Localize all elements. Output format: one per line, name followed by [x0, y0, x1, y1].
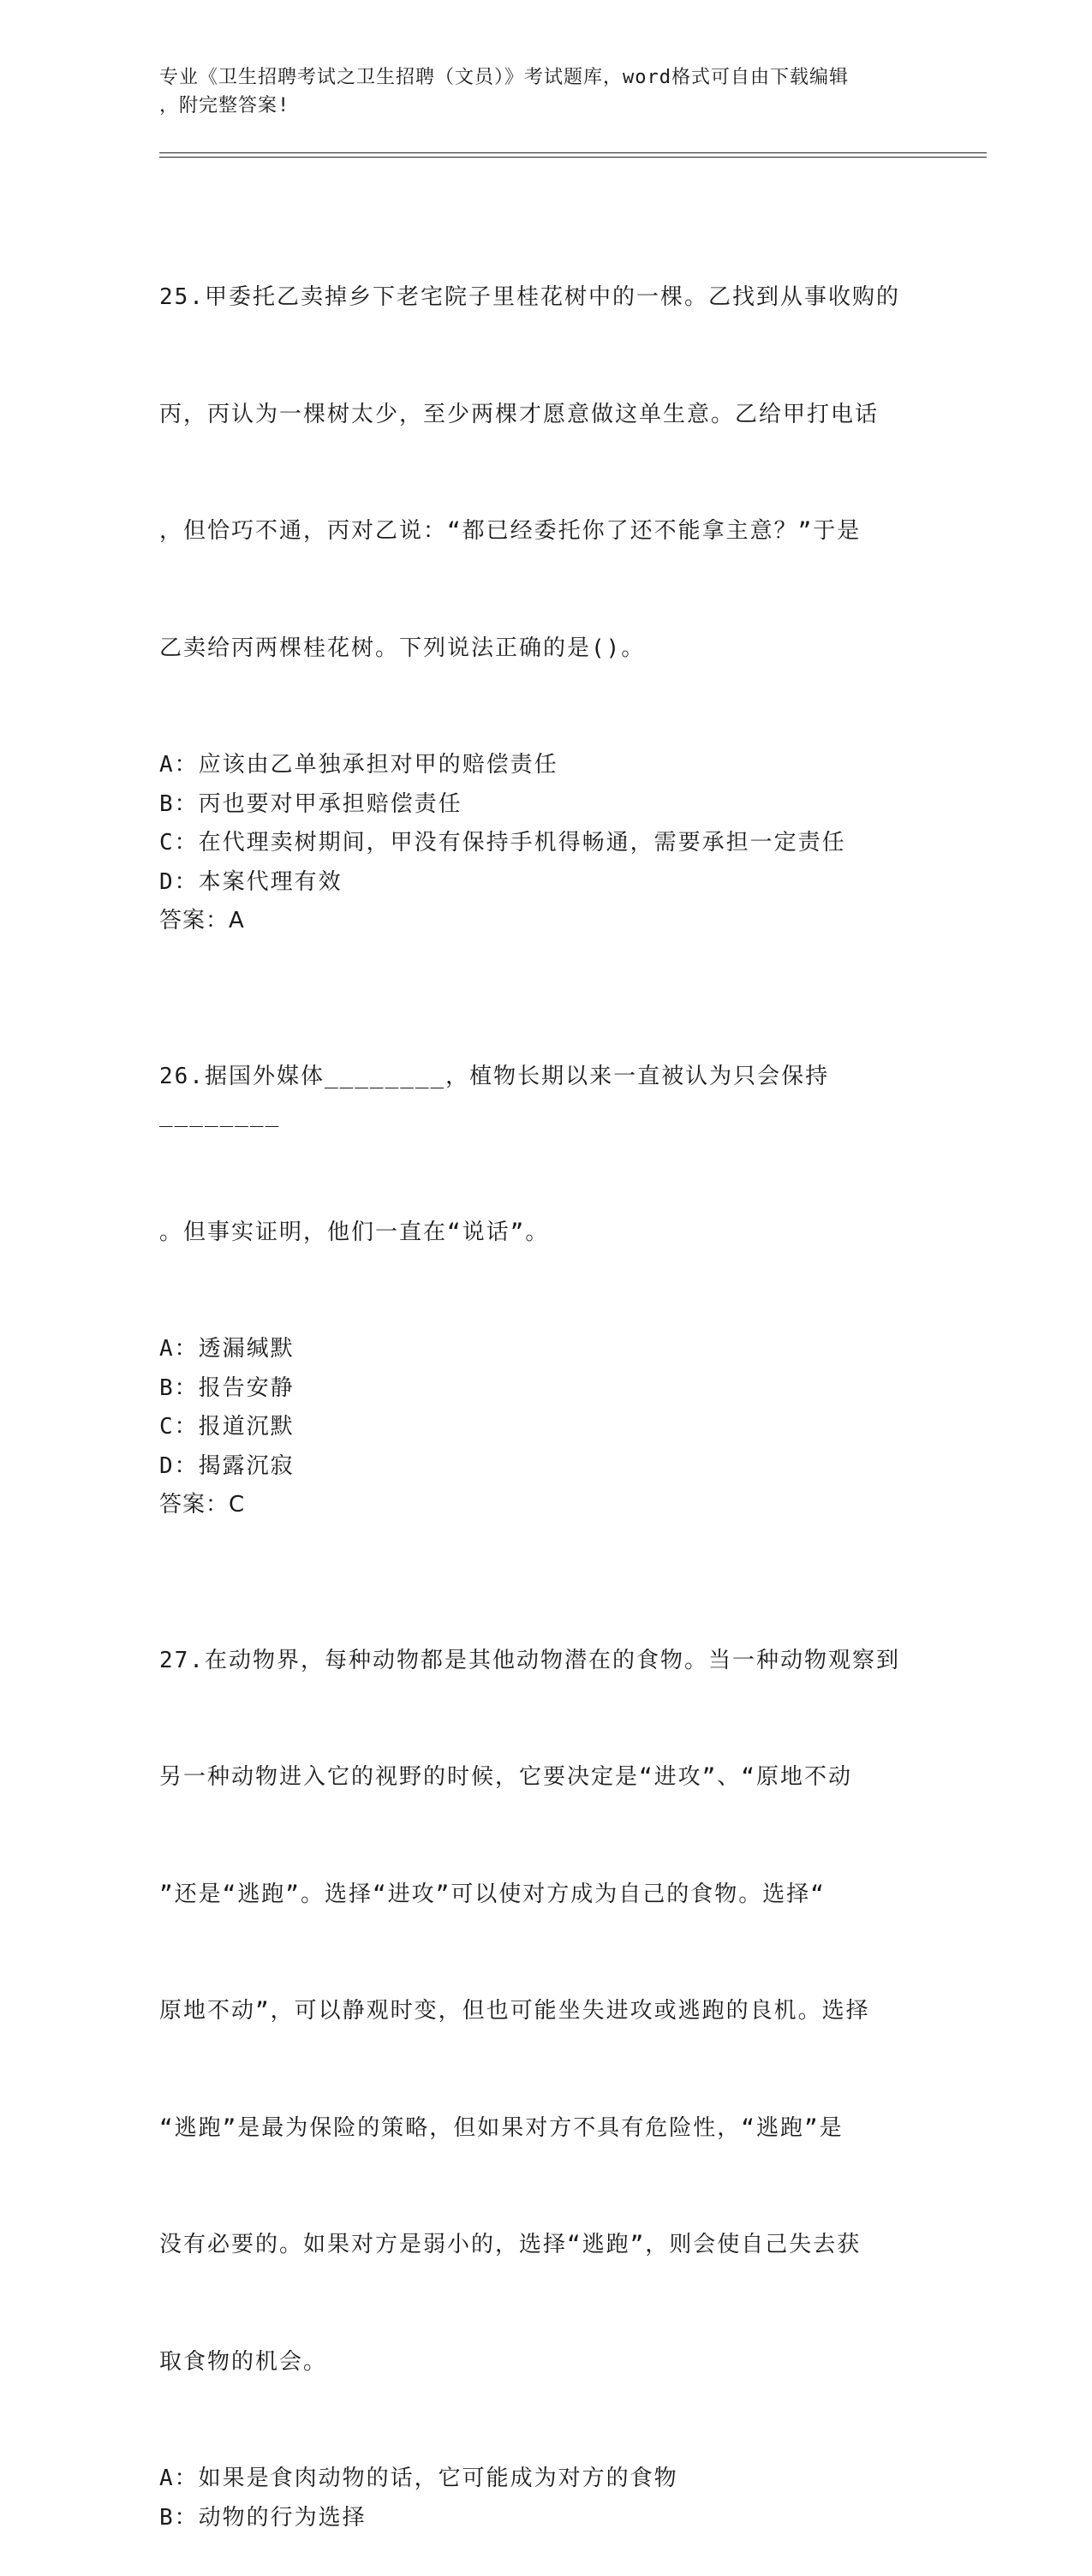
question-25 [159, 200, 930, 941]
option-d: D：本案代理有效 [159, 868, 343, 895]
stem-line: 乙卖给丙两棵桂花树。下列说法正确的是()。 [159, 635, 646, 661]
question-stem [159, 200, 930, 746]
stem-line: 取食物的机会。 [159, 2348, 328, 2375]
option-a: A：如果是食肉动物的话，它可能成为对方的食物 [159, 2466, 678, 2491]
header-line-1: 专业《卫生招聘考试之卫生招聘（文员）》考试题库，word格式可自由下载编辑 [159, 67, 849, 88]
stem-line: ”还是“逃跑”。选择“进攻”可以使对方成为自己的食物。选择“ [159, 1881, 826, 1907]
stem-line: 27.在动物界，每种动物都是其他动物潜在的食物。当一种动物观察到 [159, 1647, 900, 1673]
option-c: C：在代理卖树期间，甲没有保持手机得畅通，需要承担一定责任 [159, 830, 846, 856]
question-stem [159, 980, 930, 1331]
question-26 [159, 980, 930, 1525]
stem-line: 另一种动物进入它的视野的时候，它要决定是“进攻”、“原地不动 [159, 1764, 852, 1790]
question-stem [159, 1564, 930, 2460]
stem-line: ，但恰巧不通，丙对乙说：“都已经委托你了还不能拿主意？”于是 [159, 518, 862, 544]
option-c: C：报道沉默 [159, 1414, 295, 1440]
question-27 [159, 1564, 930, 2538]
question-list [159, 200, 930, 2576]
stem-line: 没有必要的。如果对方是弱小的，选择“逃跑”，则会使自己失去获 [159, 2232, 862, 2257]
stem-line: 26.据国外媒体________，植物长期以来一直被认为只会保持________ [159, 1063, 830, 1128]
document-header [159, 63, 913, 120]
stem-line: 。但事实证明，他们一直在“说话”。 [159, 1219, 550, 1245]
option-a: A：透漏缄默 [159, 1336, 295, 1362]
header-line-2: ，附完整答案! [159, 95, 290, 116]
header-divider [159, 152, 987, 158]
option-b: B：丙也要对甲承担赔偿责任 [159, 790, 462, 817]
stem-line: 丙，丙认为一棵树太少，至少两棵才愿意做这单生意。乙给甲打电话 [159, 401, 880, 427]
option-b: B：动物的行为选择 [159, 2504, 367, 2531]
stem-line: 25.甲委托乙卖掉乡下老宅院子里桂花树中的一棵。乙找到从事收购的 [159, 284, 900, 310]
answer-line: 答案：C [159, 1492, 246, 1518]
option-b: B：报告安静 [159, 1374, 295, 1401]
option-a: A：应该由乙单独承担对甲的赔偿责任 [159, 752, 558, 778]
option-d: D：揭露沉寂 [159, 1452, 295, 1479]
stem-line: “逃跑”是最为保险的策略，但如果对方不具有危险性，“逃跑”是 [159, 2114, 844, 2141]
stem-line: 原地不动”，可以静观时变，但也可能坐失进攻或逃跑的良机。选择 [159, 1998, 870, 2024]
answer-line: 答案：A [159, 908, 245, 933]
